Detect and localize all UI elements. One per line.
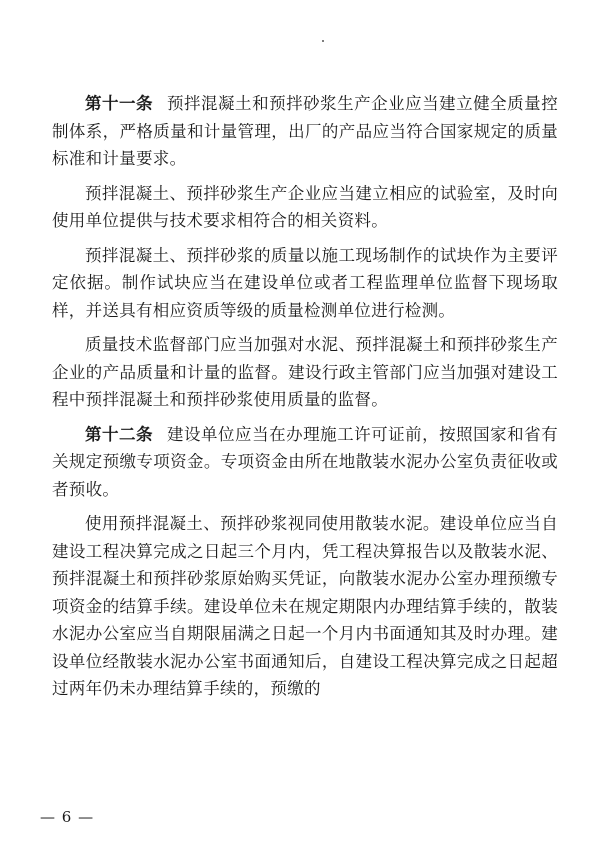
page-body bbox=[52, 90, 558, 710]
paragraph-article-12 bbox=[52, 421, 558, 504]
article-number: 第十一条 bbox=[85, 94, 154, 113]
page-number: — 6 — bbox=[40, 808, 95, 826]
paragraph-text: 预拌混凝土、预拌砂浆的质量以施工现场制作的试块作为主要评定依据。制作试块应当在建设单位或者工程监理单位监督下现场取样，并送具有相应资质等级的质量检测单位进行检测。 bbox=[52, 245, 558, 320]
paragraph-text: 使用预拌混凝土、预拌砂浆视同使用散装水泥。建设单位应当自建设工程决算完成之日起三个月内，凭工程决算报告以及散装水泥、预拌混凝土和预拌砂浆原始购买凭证，向散装水泥办公室办理预缴专项资金的结算手续。建设单位未在规定期限内办理结算手续的，散装水泥办公室应当自期限届满之日起一个月内书面通知其及时办理。建设单位经散装水泥办公室书面通知后，自建设工程决算完成之日起超过两年仍未办理结算手续的，预缴的 bbox=[52, 514, 558, 698]
article-number: 第十二条 bbox=[85, 424, 154, 444]
paragraph bbox=[52, 242, 558, 325]
paragraph-article-11 bbox=[52, 90, 558, 173]
scan-speck bbox=[322, 40, 324, 42]
paragraph bbox=[52, 180, 558, 235]
paragraph bbox=[52, 331, 558, 414]
paragraph-text: 质量技术监督部门应当加强对水泥、预拌混凝土和预拌砂浆生产企业的产品质量和计量的监督。建设行政主管部门应当加强对建设工程中预拌混凝土和预拌砂浆使用质量的监督。 bbox=[52, 335, 558, 409]
paragraph-text: 预拌混凝土、预拌砂浆生产企业应当建立相应的试验室，及时向使用单位提供与技术要求相符合的相关资料。 bbox=[52, 183, 558, 230]
paragraph bbox=[52, 510, 558, 703]
paragraph-text: 建设单位应当在办理施工许可证前，按照国家和省有关规定预缴专项资金。专项资金由所在地散装水泥办公室负责征收或者预收。 bbox=[52, 424, 558, 499]
paragraph-text: 预拌混凝土和预拌砂浆生产企业应当建立健全质量控制体系，严格质量和计量管理，出厂的产品应当符合国家规定的质量标准和计量要求。 bbox=[52, 94, 558, 168]
